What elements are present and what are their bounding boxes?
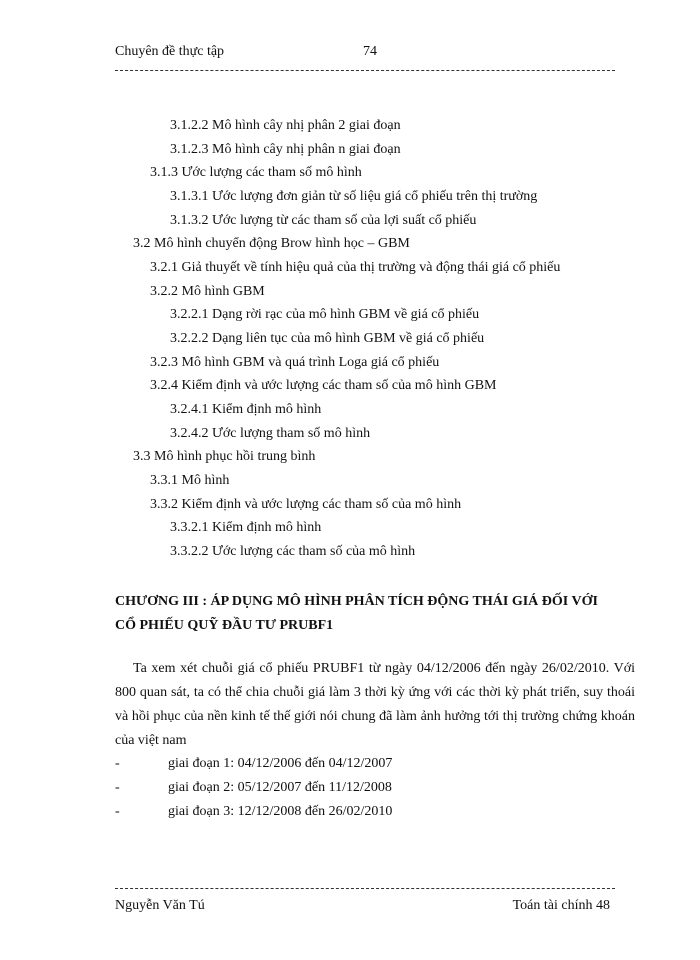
toc-item: 3.2.4.2 Ước lượng tham số mô hình <box>170 426 371 441</box>
footer-course: Toán tài chính 48 <box>512 898 610 913</box>
footer-author: Nguyễn Văn Tú <box>115 898 205 913</box>
list-item-text: giai đoạn 1: 04/12/2006 đến 04/12/2007 <box>168 756 393 771</box>
toc-item: 3.3.2 Kiểm định và ước lượng các tham số của mô hình <box>150 497 462 512</box>
toc-item: 3.3.2.2 Ước lượng các tham số của mô hình <box>170 544 416 559</box>
list-dash: - <box>115 804 120 819</box>
list-item-text: giai đoạn 2: 05/12/2007 đến 11/12/2008 <box>168 780 392 795</box>
toc-item: 3.2.1 Giả thuyết về tính hiệu quả của thị trường và động thái giá cổ phiếu <box>150 260 561 275</box>
header-page-number: 74 <box>363 44 377 59</box>
toc-item: 3.2.4 Kiểm định và ước lượng các tham số của mô hình GBM <box>150 378 497 393</box>
toc-item: 3.1.3.1 Ước lượng đơn giản từ số liệu giá cổ phiếu trên thị trường <box>170 189 538 204</box>
chapter-heading-line-2: CỔ PHIẾU QUỸ ĐẦU TƯ PRUBF1 <box>115 618 334 633</box>
toc-item: 3.2.4.1 Kiểm định mô hình <box>170 402 322 417</box>
toc-item: 3.1.3.2 Ước lượng từ các tham số của lợi suất cổ phiếu <box>170 213 477 228</box>
toc-item: 3.2.2 Mô hình GBM <box>150 284 265 299</box>
toc-item: 3.2.2.1 Dạng rời rạc của mô hình GBM về giá cổ phiếu <box>170 307 480 322</box>
list-dash: - <box>115 780 120 795</box>
header-title: Chuyên đề thực tập <box>115 44 225 59</box>
list-item-text: giai đoạn 3: 12/12/2008 đến 26/02/2010 <box>168 804 393 819</box>
body-paragraph-text: Ta xem xét chuỗi giá cổ phiếu PRUBF1 từ ngày 04/12/2006 đến ngày 26/02/2010. Với 800 quan sát, ta có thể chia chuỗi giá làm 3 thời kỳ ứng với các thời kỳ phát triển, suy thoái và hồi phục của nền kinh tế thế giới nói chung đã làm ảnh hưởng tới thị trường chứng khoán của việt nam <box>115 661 635 748</box>
toc-item: 3.3.2.1 Kiểm định mô hình <box>170 520 322 535</box>
toc-item: 3.1.3 Ước lượng các tham số mô hình <box>150 165 362 180</box>
toc-item: 3.3 Mô hình phục hồi trung bình <box>133 449 316 464</box>
chapter-heading <box>115 590 635 638</box>
toc-item: 3.2.3 Mô hình GBM và quá trình Loga giá cổ phiếu <box>150 355 440 370</box>
header-divider <box>115 70 615 71</box>
list-dash: - <box>115 756 120 771</box>
toc-item: 3.2.2.2 Dạng liên tục của mô hình GBM về giá cổ phiếu <box>170 331 485 346</box>
toc-item: 3.3.1 Mô hình <box>150 473 230 488</box>
toc-item: 3.1.2.3 Mô hình cây nhị phân n giai đoạn <box>170 142 401 157</box>
toc-item: 3.1.2.2 Mô hình cây nhị phân 2 giai đoạn <box>170 118 401 133</box>
toc-item: 3.2 Mô hình chuyển động Brow hình học – GBM <box>133 236 410 251</box>
footer-divider <box>115 888 615 889</box>
chapter-heading-line-1: CHƯƠNG III : ÁP DỤNG MÔ HÌNH PHÂN TÍCH ĐỘNG THÁI GIÁ ĐỐI VỚI <box>115 594 598 609</box>
body-paragraph <box>115 657 635 753</box>
